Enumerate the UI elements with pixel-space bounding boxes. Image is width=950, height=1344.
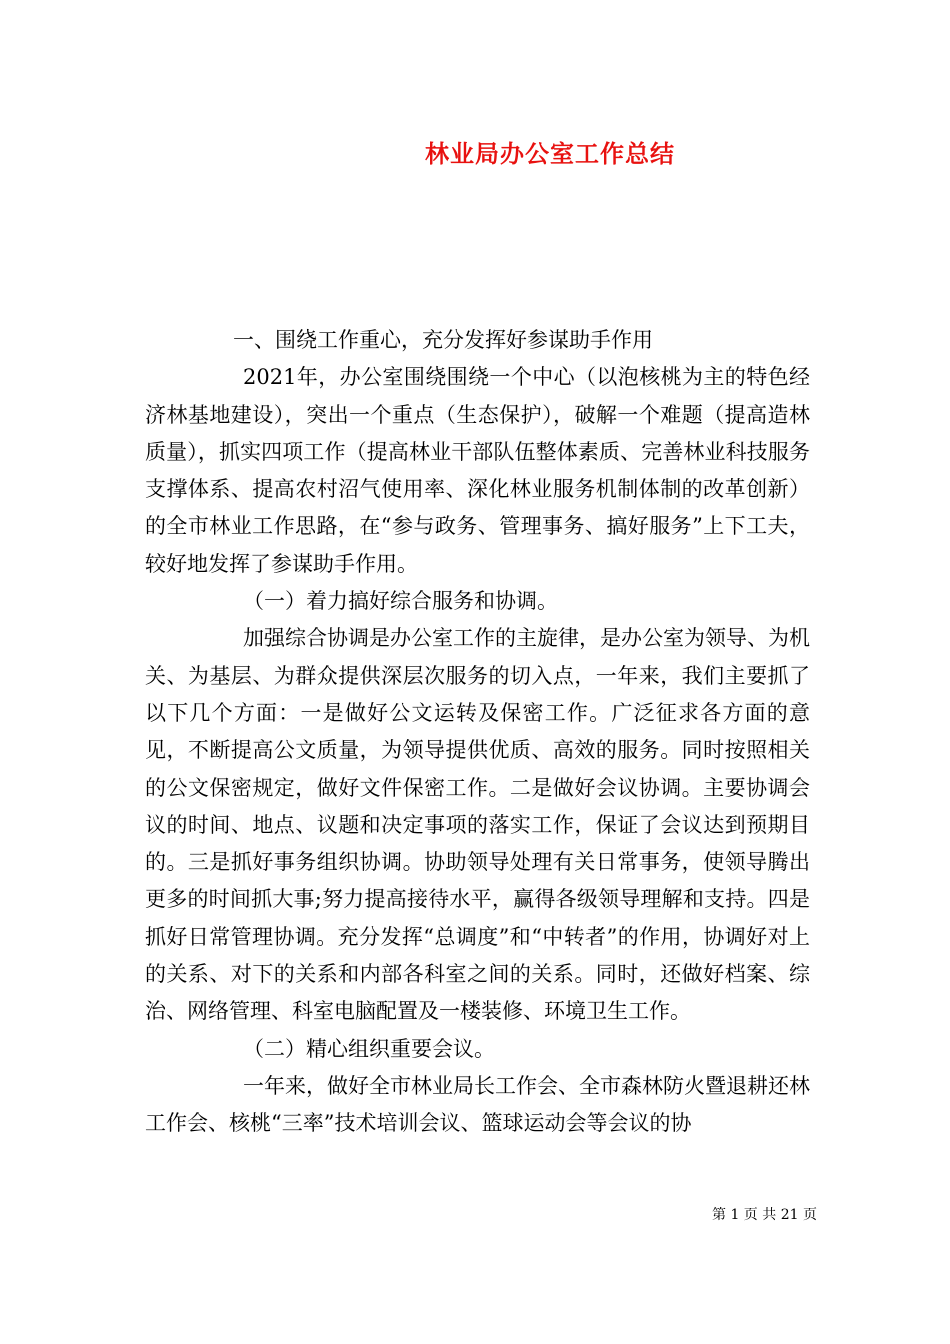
section-heading: 一、围绕工作重心，充分发挥好参谋助手作用: [233, 328, 653, 352]
subsection-heading: （二）精心组织重要会议。: [243, 1036, 495, 1061]
document-title: 林业局办公室工作总结: [425, 139, 675, 168]
subsection-heading: （一）着力搞好综合服务和协调。: [243, 589, 558, 614]
page-number: 第 1 页 共 21 页: [712, 1207, 817, 1223]
document-body: [145, 322, 810, 1143]
paragraph: 2021年，办公室围绕围绕一个中心（以泡核桃为主的特色经济林基地建设），突出一个重点（生态保护），破解一个难题（提高造林质量），抓实四项工作（提高林业干部队伍整体素质、完善林业科技服务支撑体系、提高农村沼气使用率、深化林业服务机制体制的改革创新）的全市林业工作思路，在“参与政务、管理事务、搞好服务”上下工夫，较好地发挥了参谋助手作用。: [145, 365, 810, 576]
paragraph: 加强综合协调是办公室工作的主旋律，是办公室为领导、为机关、为基层、为群众提供深层次服务的切入点，一年来，我们主要抓了以下几个方面：一是做好公文运转及保密工作。广泛征求各方面的意见，不断提高公文质量，为领导提供优质、高效的服务。同时按照相关的公文保密规定，做好文件保密工作。二是做好会议协调。主要协调会议的时间、地点、议题和决定事项的落实工作，保证了会议达到预期目的。三是抓好事务组织协调。协助领导处理有关日常事务，使领导腾出更多的时间抓大事;努力提高接待水平，赢得各级领导理解和支持。四是抓好日常管理协调。充分发挥“总调度”和“中转者”的作用，协调好对上的关系、对下的关系和内部各科室之间的关系。同时，还做好档案、综治、网络管理、科室电脑配置及一楼装修、环境卫生工作。: [145, 626, 810, 1024]
paragraph: 一年来，做好全市林业局长工作会、全市森林防火暨退耕还林工作会、核桃“三率”技术培训会议、篮球运动会等会议的协: [145, 1073, 810, 1136]
